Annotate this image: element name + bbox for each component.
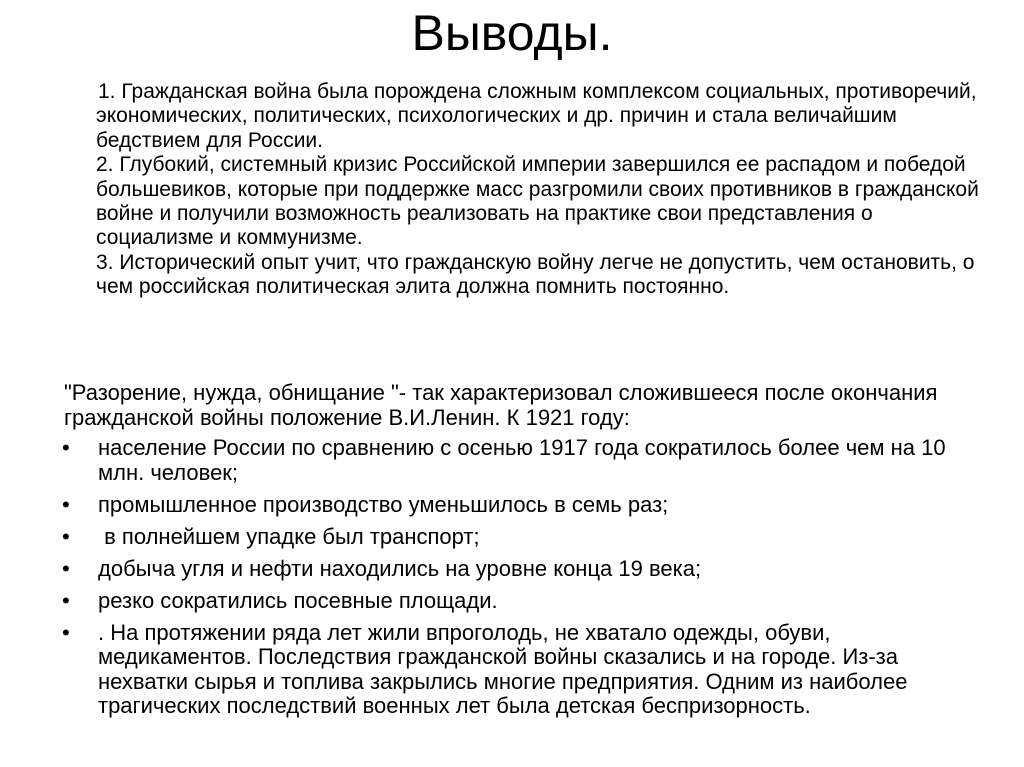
bullet-icon: • [62,619,70,645]
slide-title: Выводы. [411,5,613,61]
list-item-text: в полнейшем упадке был транспорт; [98,523,480,549]
list-item [0,589,968,614]
conclusion-item: 2. Глубокий, системный кризис Российской империи завершился ее распадом и победой большевиков, которые при поддержке масс разгромили своих противников в гражданской войне и получили возможность реализовать на практике свои представления о социализме и коммунизме. [96,153,979,250]
list-item-text: . На протяжении ряда лет жили впроголодь, не хватало одежды, обуви, медикаментов. Последствия гражданской войны сказались и на городе. Из-за нехватки сырья и топлива закрылись многие предприятия. Одним из наиболее трагических последствий военных лет была детская беспризорность. [98,619,908,718]
list-item-text: резко сократились посевные площади. [98,587,498,613]
bullet-icon: • [62,523,70,549]
bullet-icon: • [62,587,70,613]
list-item [0,557,968,582]
lenin-quote: "Разорение, нужда, обнищание "- так характеризовал сложившееся после окончания гражданской войны положение В.И.Ленин. К 1921 году: [64,380,938,430]
list-item-text: население России по сравнению с осенью 1917 года сократилось более чем на 10 млн. человек; [98,435,946,485]
bullet-icon: • [62,435,70,460]
bullet-icon: • [62,555,70,581]
conclusion-item: 1. Гражданская война была порождена сложным комплексом социальных, противоречий, экономических, политических, психологических и др. причин и стала величайшим бедствием для России. [96,80,977,152]
list-item [0,525,968,550]
consequences-list [0,436,1024,726]
list-item-text: промышленное производство уменьшилось в семь раз; [98,491,669,517]
list-item [0,621,968,719]
conclusions-block [96,80,996,300]
conclusion-item: 3. Исторический опыт учит, что гражданскую войну легче не допустить, чем остановить, о чем российская политическая элита должна помнить постоянно. [96,250,975,299]
list-item [0,493,968,518]
list-item [0,436,968,485]
list-item-text: добыча угля и нефти находились на уровне конца 19 века; [98,555,702,581]
bullet-icon: • [62,491,70,517]
